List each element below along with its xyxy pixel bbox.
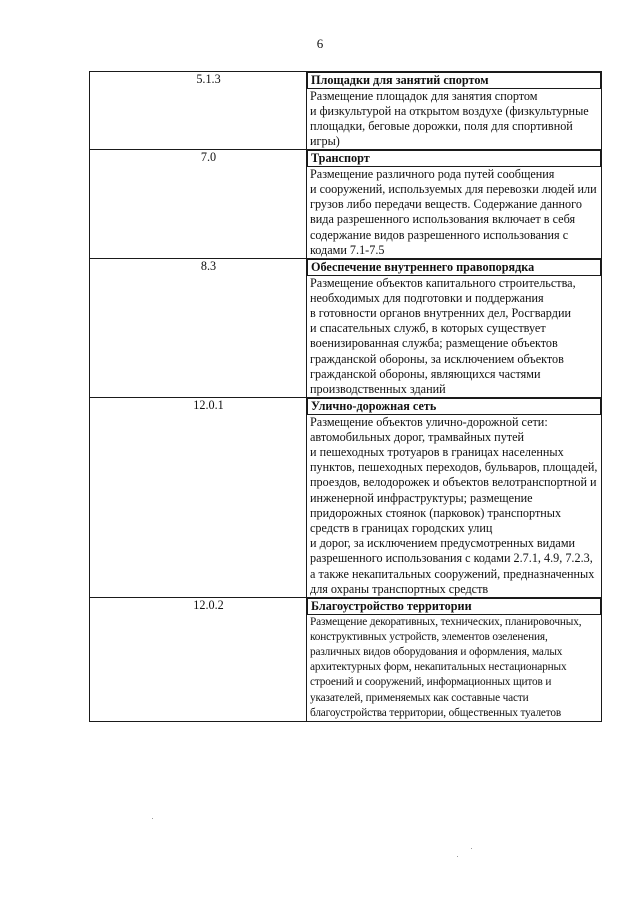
- use-title: Транспорт: [307, 150, 601, 167]
- use-title: Благоустройство территории: [307, 598, 601, 615]
- table-row: [90, 598, 602, 722]
- code-cell: [90, 72, 307, 150]
- use-code: 5.1.3: [196, 72, 221, 86]
- table-row: [90, 72, 602, 150]
- use-description: Размещение объектов улично-дорожной сети: автомобильных дорог, трамвайных путей и пешеходных тротуаров в границах населенных пунктов, пешеходных переходов, бульваров, площадей, проездов, велодорожек и объектов велотранспортной и инженерной инфраструктуры; размещение придорожных стоянок (парковок) транспортных средств в границах городских улиц и дорог, за исключением предусмотренных видами разрешенного использования с кодами 2.7.1, 4.9, 7.2.3, а также некапитальных сооружений, предназначенных для охраны транспортных средств: [310, 414, 598, 596]
- use-title: Улично-дорожная сеть: [307, 398, 601, 415]
- table-row: [90, 150, 602, 259]
- description-cell: [307, 398, 602, 598]
- code-cell: [90, 598, 307, 722]
- use-description: Размещение объектов капитального строительства, необходимых для подготовки и поддержания в готовности органов внутренних дел, Росгвардии и спасательных служб, в которых существует военизированная служба; размещение объектов гражданской обороны, за исключением объектов гражданской обороны, являющихся частями производственных зданий: [310, 275, 576, 396]
- table-row: [90, 259, 602, 398]
- code-cell: [90, 150, 307, 259]
- table-row: [90, 398, 602, 598]
- description-cell: [307, 72, 602, 150]
- use-code: 12.0.2: [193, 598, 224, 613]
- description-cell: [307, 259, 602, 398]
- code-cell: [90, 259, 307, 398]
- use-code: 7.0: [200, 150, 217, 165]
- code-cell: [90, 398, 307, 598]
- use-title: Площадки для занятий спортом: [307, 72, 601, 89]
- use-code: 12.0.1: [193, 398, 224, 413]
- scan-speck: [457, 856, 458, 857]
- use-description: Размещение площадок для занятия спортом и физкультурой на открытом воздухе (физкультурные площадки, беговые дорожки, поля для спортивной игры): [310, 88, 589, 149]
- description-cell: [307, 150, 602, 259]
- scan-speck: [152, 818, 153, 819]
- land-use-table: [89, 71, 602, 722]
- page-number: 6: [316, 36, 324, 51]
- description-cell: [307, 598, 602, 722]
- use-description: Размещение различного рода путей сообщения и сооружений, используемых для перевозки людей или грузов либо передачи веществ. Содержание данного вида разрешенного использования включает в себя содержание видов разрешенного использования с кодами 7.1-7.5: [310, 166, 597, 257]
- scan-speck: [471, 848, 472, 849]
- use-code: 8.3: [200, 259, 217, 274]
- use-description: Размещение декоративных, технических, планировочных, конструктивных устройств, элементов озеленения, различных видов оборудования и оформления, малых архитектурных форм, некапитальных нестационарных строений и сооружений, информационных щитов и указателей, применяемых как составные части благоустройства территории, общественных туалетов: [310, 615, 582, 719]
- use-title: Обеспечение внутреннего правопорядка: [307, 259, 601, 276]
